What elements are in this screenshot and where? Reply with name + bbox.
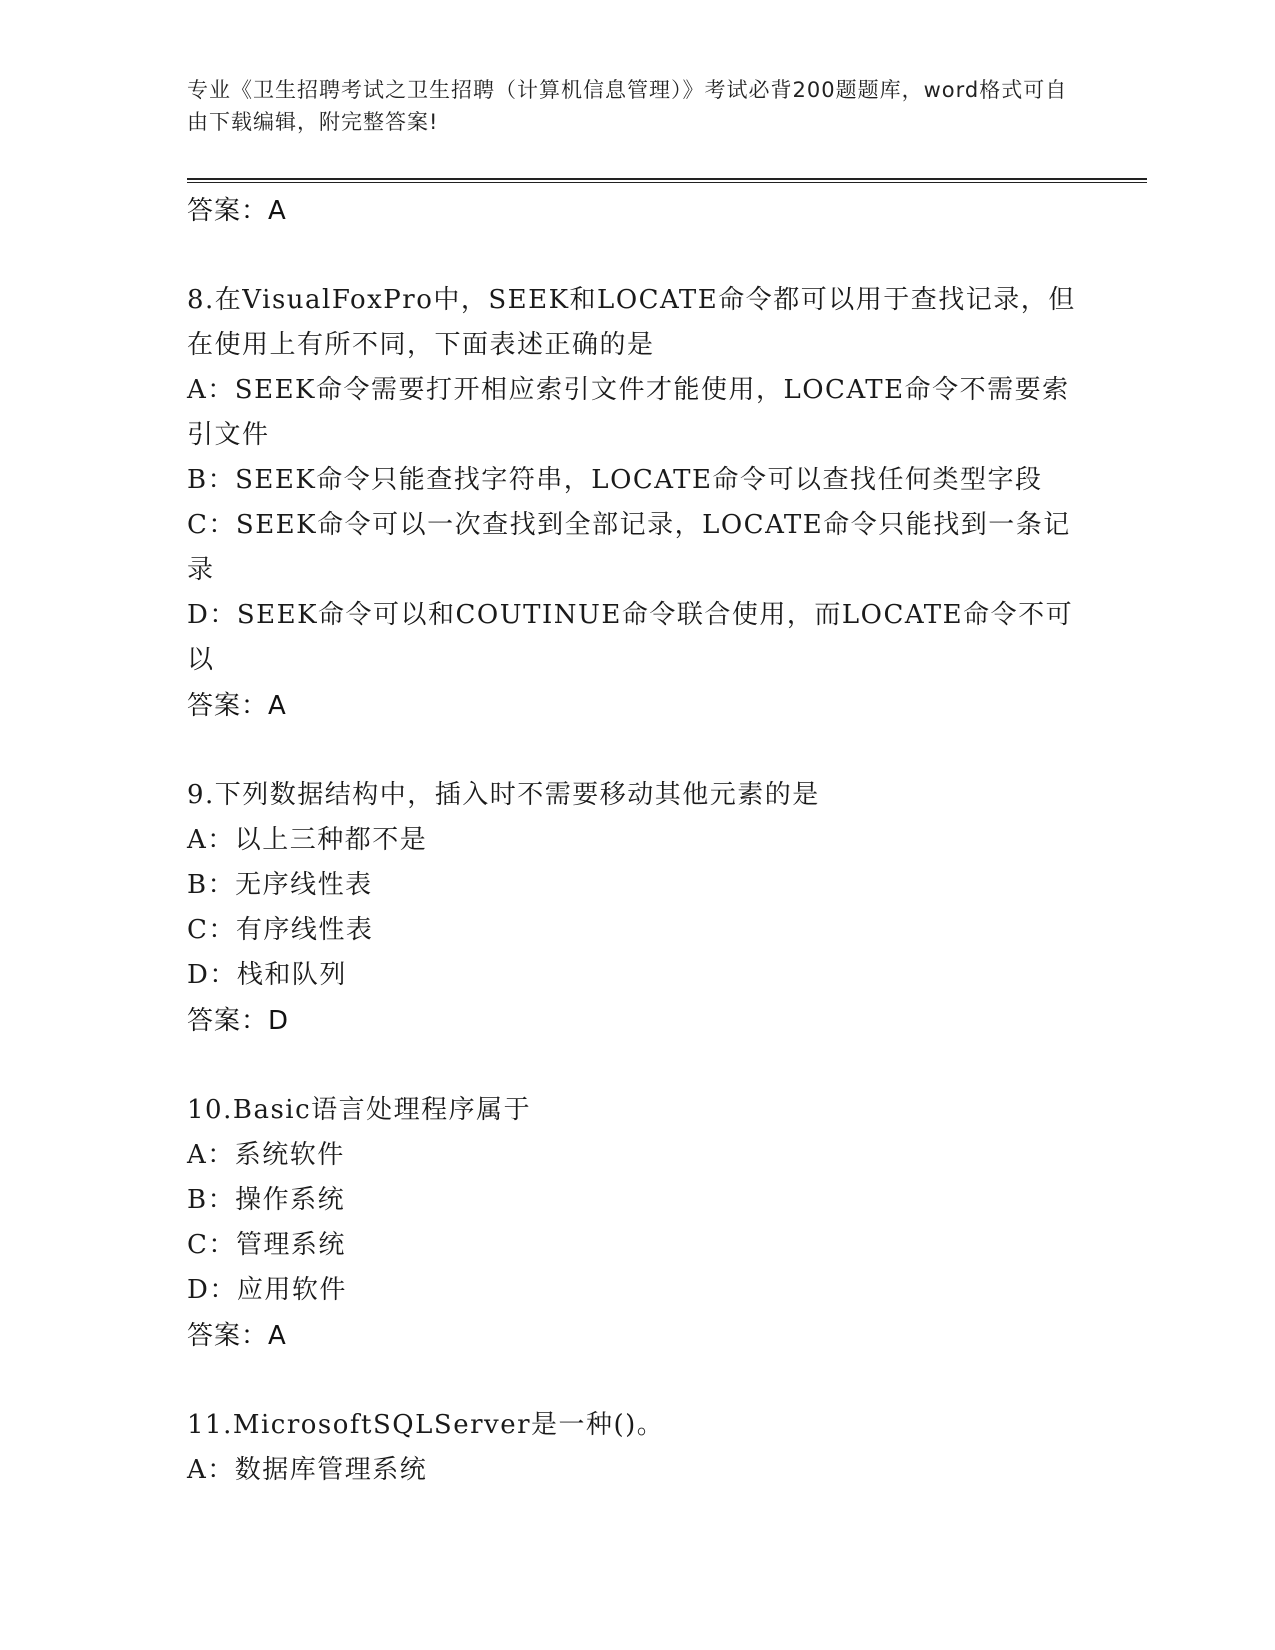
document-body (187, 188, 1087, 1493)
option-b: B：操作系统 (187, 1185, 346, 1215)
option-d: D：栈和队列 (187, 960, 347, 990)
option-a: A：系统软件 (187, 1140, 345, 1170)
option-d: D：SEEK命令可以和COUTINUE命令联合使用，而LOCATE命令不可以 (187, 600, 1074, 675)
answer-line: 答案：A (187, 196, 287, 226)
question-10 (187, 1088, 1087, 1359)
option-c: C：SEEK命令可以一次查找到全部记录，LOCATE命令只能找到一条记录 (187, 510, 1071, 585)
option-a: A：数据库管理系统 (187, 1455, 428, 1485)
header-divider (187, 178, 1147, 183)
option-b: B：SEEK命令只能查找字符串，LOCATE命令可以查找任何类型字段 (187, 465, 1043, 495)
question-9 (187, 773, 1087, 1044)
question-8 (187, 278, 1087, 729)
answer-line: 答案：D (187, 1006, 290, 1036)
option-c: C：有序线性表 (187, 915, 374, 945)
option-a: A：以上三种都不是 (187, 825, 428, 855)
document-header: 专业《卫生招聘考试之卫生招聘（计算机信息管理）》考试必背200题题库，word格式可自由下载编辑，附完整答案! (187, 78, 1068, 134)
option-b: B：无序线性表 (187, 870, 373, 900)
question-text: 10.Basic语言处理程序属于 (187, 1095, 532, 1125)
option-a: A：SEEK命令需要打开相应索引文件才能使用，LOCATE命令不需要索引文件 (187, 375, 1070, 450)
question-text: 8.在VisualFoxPro中，SEEK和LOCATE命令都可以用于查找记录，但在使用上有所不同，下面表述正确的是 (187, 285, 1076, 360)
answer-line: 答案：A (187, 1321, 287, 1351)
answer-line: 答案：A (187, 691, 287, 721)
question-text: 9.下列数据结构中，插入时不需要移动其他元素的是 (187, 780, 820, 810)
option-d: D：应用软件 (187, 1275, 347, 1305)
question-11 (187, 1403, 1087, 1493)
question-text: 11.MicrosoftSQLServer是一种()。 (187, 1410, 665, 1440)
option-c: C：管理系统 (187, 1230, 346, 1260)
